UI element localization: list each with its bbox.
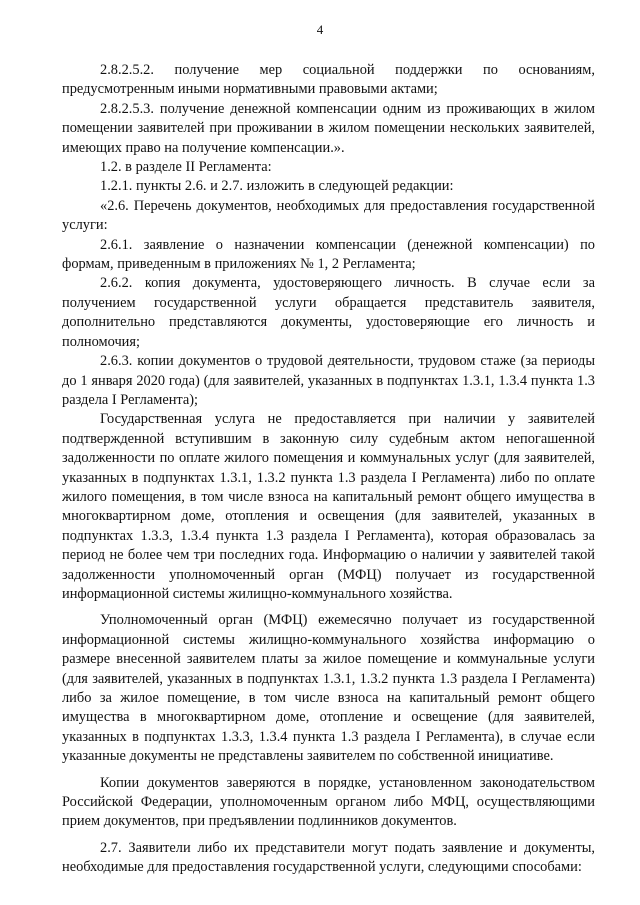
paragraph-2-8-2-5-3: 2.8.2.5.3. получение денежной компенсации одним из проживающих в жилом помещении заявителей при проживании в жилом помещении нескольких заявителей, имеющих право на получение компенсации.». bbox=[62, 100, 595, 156]
paragraph-2-7: 2.7. Заявители либо их представители могут подать заявление и документы, необходимые для предоставления государственной услуги, следующими способами: bbox=[62, 839, 595, 876]
paragraph-1-2-1: 1.2.1. пункты 2.6. и 2.7. изложить в следующей редакции: bbox=[100, 178, 454, 195]
paragraph-debt-condition: Государственная услуга не предоставляется при наличии у заявителей подтвержденной вступившим в законную силу судебным актом непогашенной задолженности по оплате жилого помещения и коммунальных услуг (для заявителей, указанных в подпунктах 1.3.1, 1.3.2 пункта 1.3 раздела I Регламента) либо по оплате жилого помещения, в том числе взноса на капитальный ремонт общего имущества в многоквартирном доме, отопления и освещения (для заявителей, указанных в подпунктах 1.3.3, 1.3.4 пункта 1.3 раздела I Регламента), которая образовалась за период не более чем три последних года. Информацию о наличии у заявителей такой задолженности уполномоченный орган (МФЦ) получает из государственной информационной системы жилищно-коммунального хозяйства. bbox=[62, 411, 595, 602]
paragraph-2-6: «2.6. Перечень документов, необходимых для предоставления государственной услуги: bbox=[62, 197, 595, 234]
page-number: 4 bbox=[316, 22, 324, 37]
paragraph-2-6-2: 2.6.2. копия документа, удостоверяющего личность. В случае если за получением государственной услуги обращается представитель заявителя, дополнительно представляются документы, удостоверяющие его личность и полномочия; bbox=[62, 275, 595, 350]
document-body bbox=[62, 61, 595, 878]
paragraph-2-8-2-5-2: 2.8.2.5.2. получение мер социальной поддержки по основаниям, предусмотренным иными нормативными правовыми актами; bbox=[62, 62, 595, 98]
paragraph-2-6-3: 2.6.3. копии документов о трудовой деятельности, трудовом стаже (за периоды до 1 января 2020 года) (для заявителей, указанных в подпунктах 1.3.1, 1.3.4 пункта 1.3 раздела I Регламента); bbox=[62, 353, 595, 408]
paragraph-monthly-info: Уполномоченный орган (МФЦ) ежемесячно получает из государственной информационной системы жилищно-коммунального хозяйства информацию о размере внесенной заявителем платы за жилое помещение и коммунальные услуги (для заявителей, указанных в подпунктах 1.3.1, 1.3.2 пункта 1.3 раздела I Регламента) либо за жилое помещение, в том числе взноса на капитальный ремонт общего имущества в многоквартирном доме, отопление и освещение (для заявителей, указанных в подпунктах 1.3.3, 1.3.4 пункта 1.3 раздела I Регламента), в случае если указанные документы не представлены заявителем по собственной инициативе. bbox=[62, 612, 595, 765]
paragraph-2-6-1: 2.6.1. заявление о назначении компенсации (денежной компенсации) по формам, приведенным в приложениях № 1, 2 Регламента; bbox=[62, 236, 595, 273]
paragraph-1-2: 1.2. в разделе II Регламента: bbox=[100, 159, 272, 176]
paragraph-copies-certified: Копии документов заверяются в порядке, установленном законодательством Российской Федерации, уполномоченным органом либо МФЦ, осуществляющими прием документов, при предъявлении подлинников документов. bbox=[62, 774, 595, 830]
